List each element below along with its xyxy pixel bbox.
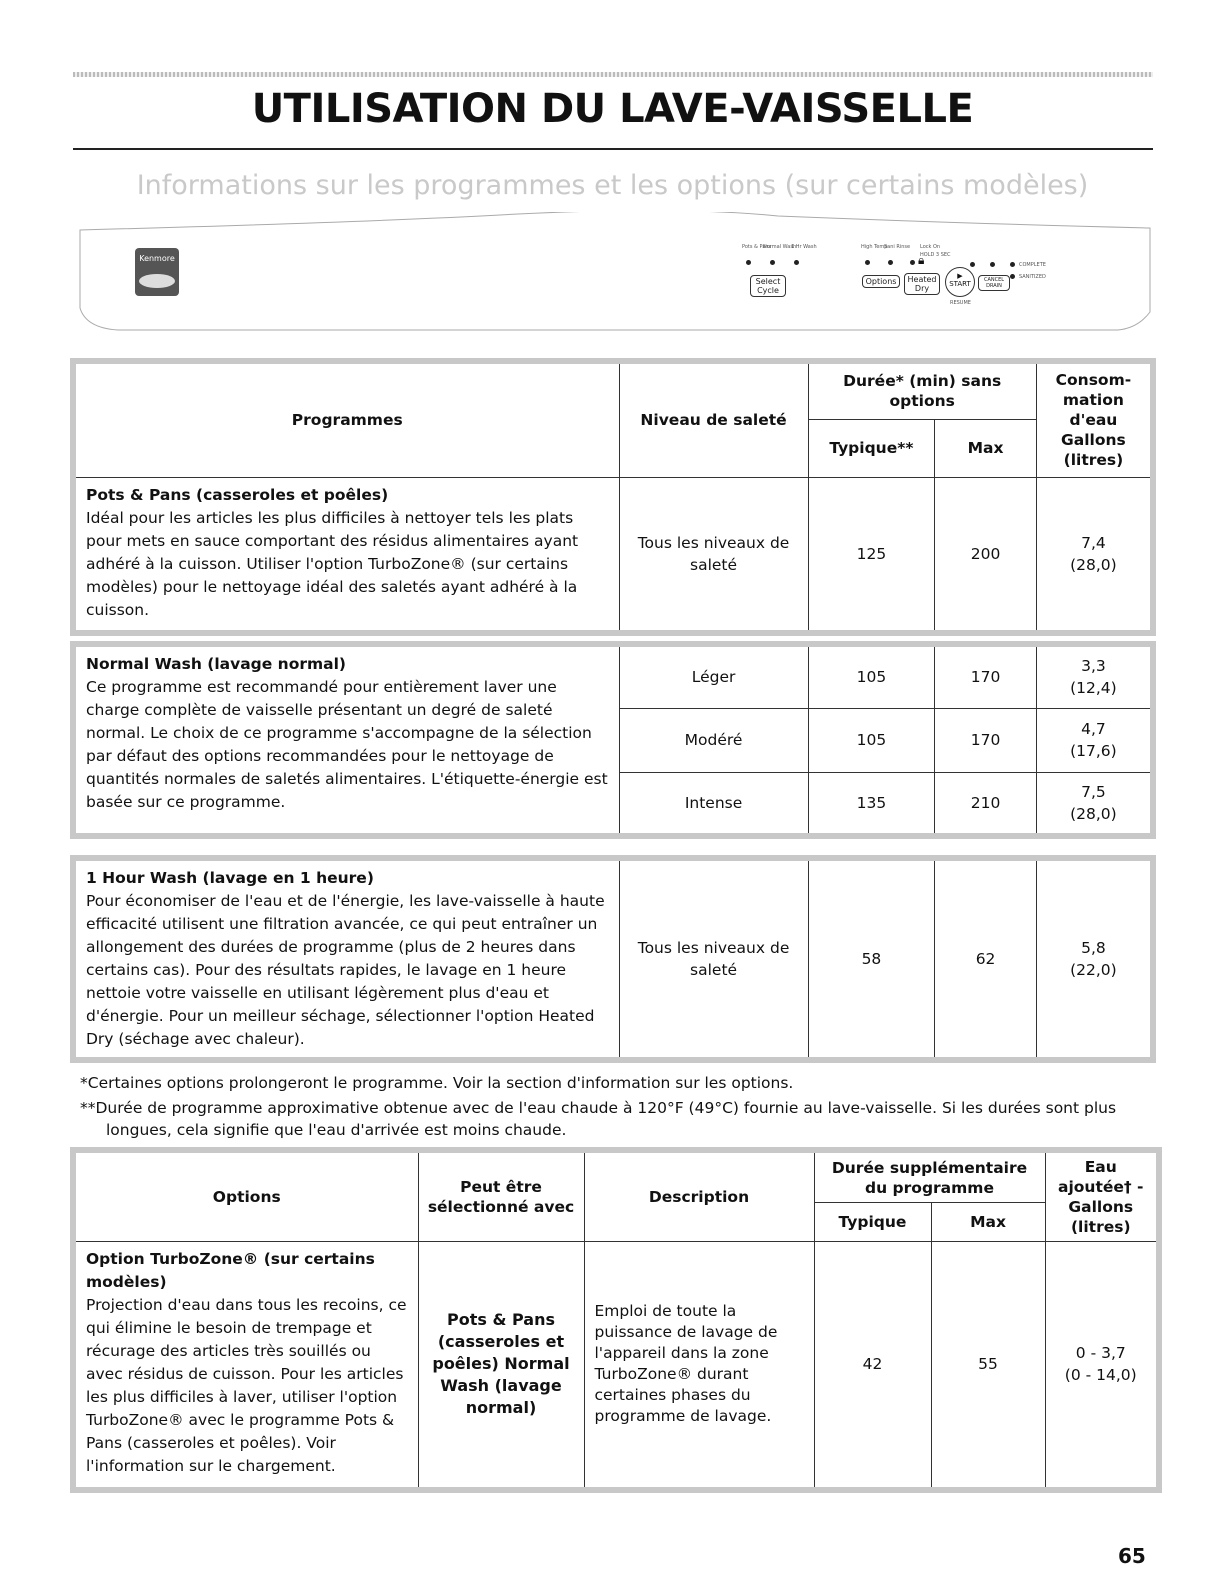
- time-max: 62: [935, 858, 1037, 1060]
- time-typical: 135: [808, 772, 935, 836]
- options-table: [70, 1147, 1162, 1493]
- option-selectable: Pots & Pans (casseroles et poêles) Normal Wash (lavage normal): [418, 1242, 584, 1490]
- title-rule: [73, 148, 1153, 150]
- table-row: [73, 1242, 1159, 1490]
- table-row: [73, 858, 1153, 1060]
- option-cell: [73, 1242, 418, 1490]
- added-water: 0 - 3,7 (0 - 14,0): [1045, 1242, 1159, 1490]
- cancel-drain-button[interactable]: CANCEL DRAIN: [978, 275, 1010, 291]
- table-row: [73, 477, 1153, 633]
- soil-level: Léger: [619, 644, 808, 708]
- header-duree-supp: Durée supplémentaire du programme: [814, 1150, 1045, 1203]
- header-peut: Peut être sélectionné avec: [418, 1150, 584, 1242]
- cycle-indicator: [746, 260, 751, 265]
- option-label-high-temp: High Temp: [861, 244, 888, 250]
- cycle-indicator: [770, 260, 775, 265]
- water-use: 7,5 (28,0): [1036, 772, 1153, 836]
- table-row: [73, 644, 1153, 708]
- header-max: Max: [935, 419, 1037, 477]
- header-max: Max: [931, 1203, 1045, 1242]
- page-title: UTILISATION DU LAVE-VAISSELLE: [251, 86, 974, 132]
- soil-level: Tous les niveaux de saleté: [619, 858, 808, 1060]
- footnote-2: **Durée de programme approximative obtenue avec de l'eau chaude à 120°F (49°C) fournie au lave-vaisselle. Si les durées sont plus longues, cela signifie que l'eau d'arrivée est moins chaude.: [80, 1099, 1117, 1139]
- status-indicator: [1010, 274, 1015, 279]
- footnote-1: *Certaines options prolongeront le programme. Voir la section d'information sur les options.: [80, 1074, 794, 1092]
- section-subtitle: Informations sur les programmes et les options (sur certains modèles): [136, 170, 1089, 201]
- top-rule: [73, 72, 1153, 77]
- soil-level: Tous les niveaux de saleté: [619, 477, 808, 633]
- header-consommation: Consom-mation d'eau Gallons (litres): [1036, 361, 1153, 477]
- panel-outline: [78, 212, 1153, 336]
- time-typical: 125: [808, 477, 935, 633]
- start-button[interactable]: ▶ START: [945, 267, 975, 297]
- programs-table-1hr: [70, 855, 1156, 1063]
- program-cell: [73, 477, 619, 633]
- cycle-label-1hr: 1 Hr Wash: [791, 244, 817, 250]
- time-max: 200: [935, 477, 1037, 633]
- cycle-label-normal: Normal Wash: [763, 244, 797, 250]
- program-name: 1 Hour Wash (lavage en 1 heure): [86, 869, 374, 887]
- time-max: 170: [935, 708, 1037, 772]
- option-description: Emploi de toute la puissance de lavage de l'appareil dans la zone TurboZone® durant certaines phases du programme de lavage.: [584, 1242, 814, 1490]
- sanitized-label: SANITIZED: [1019, 274, 1046, 280]
- option-label-lock: Lock On: [920, 244, 941, 250]
- program-name: Pots & Pans (casseroles et poêles): [86, 485, 389, 504]
- program-cell: [73, 858, 619, 1060]
- program-description: Pour économiser de l'eau et de l'énergie, les lave-vaisselle à haute efficacité utilisent une filtration avancée, ce qui peut entraîner un allongement des durées de programme (plus de 2 heures dans certains cas). Pour des résultats rapides, le lavage en 1 heure nettoie votre vaisselle en utilisant légèrement plus d'eau et d'énergie. Pour un meilleur séchage, sélectionner l'option Heated Dry (séchage avec chaleur).: [86, 892, 605, 1048]
- status-indicator: [990, 262, 995, 267]
- time-typical: 105: [808, 708, 935, 772]
- play-icon: ▶: [957, 272, 963, 280]
- lock-icon: 🔒︎: [918, 253, 925, 267]
- cycle-indicator: [794, 260, 799, 265]
- programs-table: [70, 358, 1156, 636]
- program-name: Normal Wash (lavage normal): [86, 655, 347, 673]
- time-max: 210: [935, 772, 1037, 836]
- header-options: Options: [73, 1150, 418, 1242]
- header-duree: Durée* (min) sans options: [808, 361, 1036, 419]
- resume-label: RESUME: [950, 300, 971, 306]
- time-typical: 58: [808, 858, 935, 1060]
- option-indicator: [865, 260, 870, 265]
- kenmore-logo: Kenmore: [135, 248, 179, 296]
- header-eau: Eau ajoutée† - Gallons (litres): [1045, 1150, 1159, 1242]
- header-typique: Typique**: [808, 419, 935, 477]
- extra-time-typical: 42: [814, 1242, 931, 1490]
- option-name: Option TurboZone® (sur certains modèles): [86, 1250, 375, 1291]
- time-typical: 105: [808, 644, 935, 708]
- extra-time-max: 55: [931, 1242, 1045, 1490]
- header-typique: Typique: [814, 1203, 931, 1242]
- water-use: 5,8 (22,0): [1036, 858, 1153, 1060]
- page-number: 65: [1118, 1544, 1146, 1568]
- option-indicator: [888, 260, 893, 265]
- program-description: Idéal pour les articles les plus difficiles à nettoyer tels les plats pour mets en sauce comportant des résidus alimentaires ayant adhéré à la cuisson. Utiliser l'option TurboZone® (sur certains modèles) pour le nettoyage idéal des saletés ayant adhéré à la cuisson.: [86, 508, 579, 619]
- soil-level: Intense: [619, 772, 808, 836]
- status-indicator: [970, 262, 975, 267]
- time-max: 170: [935, 644, 1037, 708]
- complete-label: COMPLETE: [1019, 262, 1046, 268]
- cycle-label-pots: Pots & Pans: [742, 244, 772, 250]
- options-button[interactable]: Options: [862, 275, 900, 288]
- control-panel-illustration: [78, 212, 1153, 336]
- header-description: Description: [584, 1150, 814, 1242]
- water-use: 7,4 (28,0): [1036, 477, 1153, 633]
- status-indicator: [1010, 262, 1015, 267]
- option-indicator: [910, 260, 915, 265]
- select-cycle-button[interactable]: Select Cycle: [750, 275, 786, 297]
- hold-label: HOLD 3 SEC: [920, 252, 951, 258]
- header-programmes: Programmes: [73, 361, 619, 477]
- water-use: 4,7 (17,6): [1036, 708, 1153, 772]
- option-label-sani-rinse: Sani Rinse: [884, 244, 911, 250]
- option-text: Projection d'eau dans tous les recoins, ce qui élimine le besoin de trempage et récurage des articles très souillés ou avec résidus de cuisson. Pour les articles les plus difficiles à laver, utiliser l'option TurboZone® avec le programme Pots & Pans (casseroles et poêles). Voir l'information sur le chargement.: [86, 1296, 407, 1475]
- water-use: 3,3 (12,4): [1036, 644, 1153, 708]
- soil-level: Modéré: [619, 708, 808, 772]
- programs-table-normal: [70, 641, 1156, 839]
- program-description: Ce programme est recommandé pour entièrement laver une charge complète de vaisselle présentant un degré de saleté normal. Le choix de ce programme s'accompagne de la sélection par défaut des options recommandées pour le nettoyage de quantités normales de saletés alimentaires. L'étiquette-énergie est basée sur ce programme.: [86, 678, 608, 811]
- program-cell: [73, 644, 619, 836]
- heated-dry-button[interactable]: Heated Dry: [904, 273, 940, 295]
- header-niveau: Niveau de saleté: [619, 361, 808, 477]
